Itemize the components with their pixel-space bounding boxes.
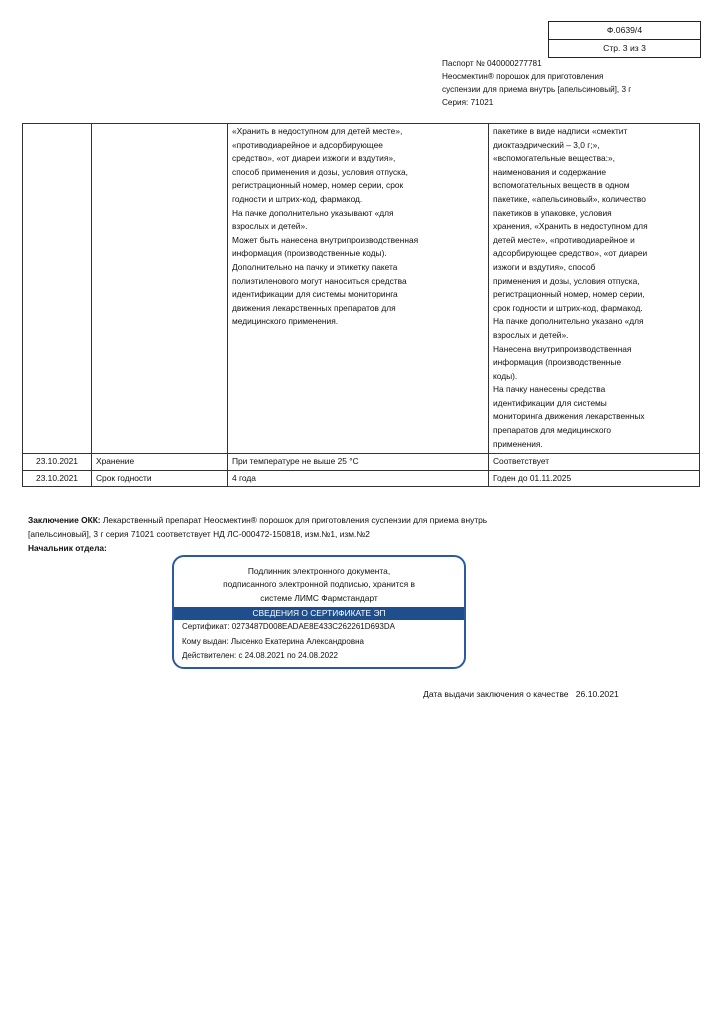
result-line: На пачку нанесены средства	[493, 384, 606, 395]
requirement-line: «Хранить в недоступном для детей месте»,	[232, 126, 403, 136]
requirement-cell: 4 года	[228, 470, 489, 487]
stamp-header	[174, 565, 464, 605]
result-line: вспомогательных веществ в одном	[493, 180, 630, 191]
result-cell: Годен до 01.11.2025	[489, 470, 700, 487]
result-line: мониторинга движения лекарственных	[493, 411, 645, 422]
test-results-table	[22, 123, 700, 487]
result-line: Нанесена внутрипроизводственная	[493, 343, 632, 354]
certificate-info-bar: СВЕДЕНИЯ О СЕРТИФИКАТЕ ЭП	[174, 607, 464, 620]
result-line: идентификации для системы	[493, 397, 607, 408]
result-line: хранения, «Хранить в недоступном для	[493, 221, 648, 232]
date-cell	[23, 124, 92, 454]
result-line: применения и дозы, условия отпуска,	[493, 275, 640, 286]
requirement-line: годности и штрих-код, фармакод.	[232, 193, 363, 204]
stamp-line: Подлинник электронного документа,	[247, 566, 391, 576]
result-line: диоктаэдрический – 3,0 г;»,	[493, 139, 600, 150]
result-line: применения.	[493, 438, 543, 449]
certificate-number: Сертификат: 0273487D008EADAE8E433C262261D693DA	[182, 622, 395, 632]
requirement-line: взрослых и детей».	[232, 221, 308, 232]
requirement-line: Может быть нанесена внутрипроизводственная	[232, 234, 419, 245]
test-cell: Хранение	[92, 454, 228, 471]
conclusion-label: Заключение ОКК:	[28, 515, 101, 525]
result-line: детей месте», «противодиарейное и	[493, 234, 635, 245]
table-row	[23, 454, 700, 471]
date-cell: 23.10.2021	[23, 470, 92, 487]
requirement-line: информация (производственные коды).	[232, 248, 387, 259]
result-line: взрослых и детей».	[493, 329, 569, 340]
issue-date-line	[423, 688, 619, 700]
certificate-owner: Кому выдан: Лысенко Екатерина Александровна	[182, 636, 364, 646]
table-row	[23, 470, 700, 487]
stamp-line: подписанного электронной подписью, хранится в	[223, 579, 415, 590]
conclusion-block	[28, 514, 698, 555]
requirement-line: идентификации для системы мониторинга	[232, 289, 398, 300]
requirement-line: медицинского применения.	[232, 316, 339, 327]
result-line: «вспомогательные вещества:»,	[493, 153, 615, 164]
department-head-label: Начальник отдела:	[28, 542, 107, 553]
result-line: пакетике, «апельсиновый», количество	[493, 193, 646, 204]
requirement-line: средство», «от диареи изжоги и вздутия»,	[232, 153, 396, 164]
requirement-line: Дополнительно на пачку и этикетку пакета	[232, 261, 398, 272]
date-cell: 23.10.2021	[23, 454, 92, 471]
e-signature-stamp	[172, 555, 466, 669]
result-line: пакетиков в упаковке, условия	[493, 207, 612, 218]
result-line: изжоги и вздутия», способ	[493, 261, 596, 272]
result-line: адсорбирующее средство», «от диареи	[493, 248, 648, 259]
result-line: препаратов для медицинского	[493, 425, 612, 436]
result-line: коды).	[493, 370, 518, 381]
product-name: Неосмектин® порошок для приготовления	[442, 72, 604, 81]
requirement-line: полиэтиленового могут наноситься средства	[232, 275, 407, 286]
result-line: срок годности и штрих-код, фармакод.	[493, 302, 643, 313]
result-line: наименования и содержание	[493, 166, 607, 177]
result-line: пакетике в виде надписи «смектит	[493, 126, 628, 136]
table-row	[23, 124, 700, 454]
requirement-line: регистрационный номер, номер серии, срок	[232, 180, 404, 191]
result-line: регистрационный номер, номер серии,	[493, 289, 645, 300]
passport-header	[442, 57, 712, 109]
requirement-line: движения лекарственных препаратов для	[232, 302, 396, 313]
product-form: суспензии для приема внутрь [апельсиновый], 3 г	[442, 85, 632, 94]
issue-date: 26.10.2021	[575, 689, 619, 699]
certificate-validity: Действителен: с 24.08.2021 по 24.08.2022	[182, 651, 338, 661]
form-code: Ф.0639/4	[606, 25, 643, 35]
conclusion-text: Лекарственный препарат Неосмектин® порошок для приготовления суспензии для приема внутрь	[100, 515, 488, 525]
issue-date-label: Дата выдачи заключения о качестве	[423, 689, 569, 699]
requirement-cell: При температуре не выше 25 °C	[228, 454, 489, 471]
requirement-line: способ применения и дозы, условия отпуска,	[232, 166, 409, 177]
conclusion-text-2: [апельсиновый], 3 г серия 71021 соответствует НД ЛС-000472-150818, изм.№1, изм.№2	[28, 528, 370, 539]
stamp-line: системе ЛИМС Фармстандарт	[260, 592, 378, 603]
result-cell: Соответствует	[489, 454, 700, 471]
test-cell: Срок годности	[92, 470, 228, 487]
conclusion-line	[28, 514, 698, 528]
result-cell	[489, 124, 700, 454]
result-line: На пачке дополнительно указано «для	[493, 316, 644, 327]
result-line: информация (производственные	[493, 357, 622, 368]
passport-number: Паспорт № 040000277781	[442, 59, 542, 68]
form-code-box	[548, 21, 701, 58]
test-cell	[92, 124, 228, 454]
requirement-cell	[228, 124, 489, 454]
requirement-line: На пачке дополнительно указывают «для	[232, 207, 394, 218]
series: Серия: 71021	[442, 98, 494, 107]
requirement-line: «противодиарейное и адсорбирующее	[232, 139, 383, 150]
page-number: Стр. 3 из 3	[549, 39, 700, 57]
